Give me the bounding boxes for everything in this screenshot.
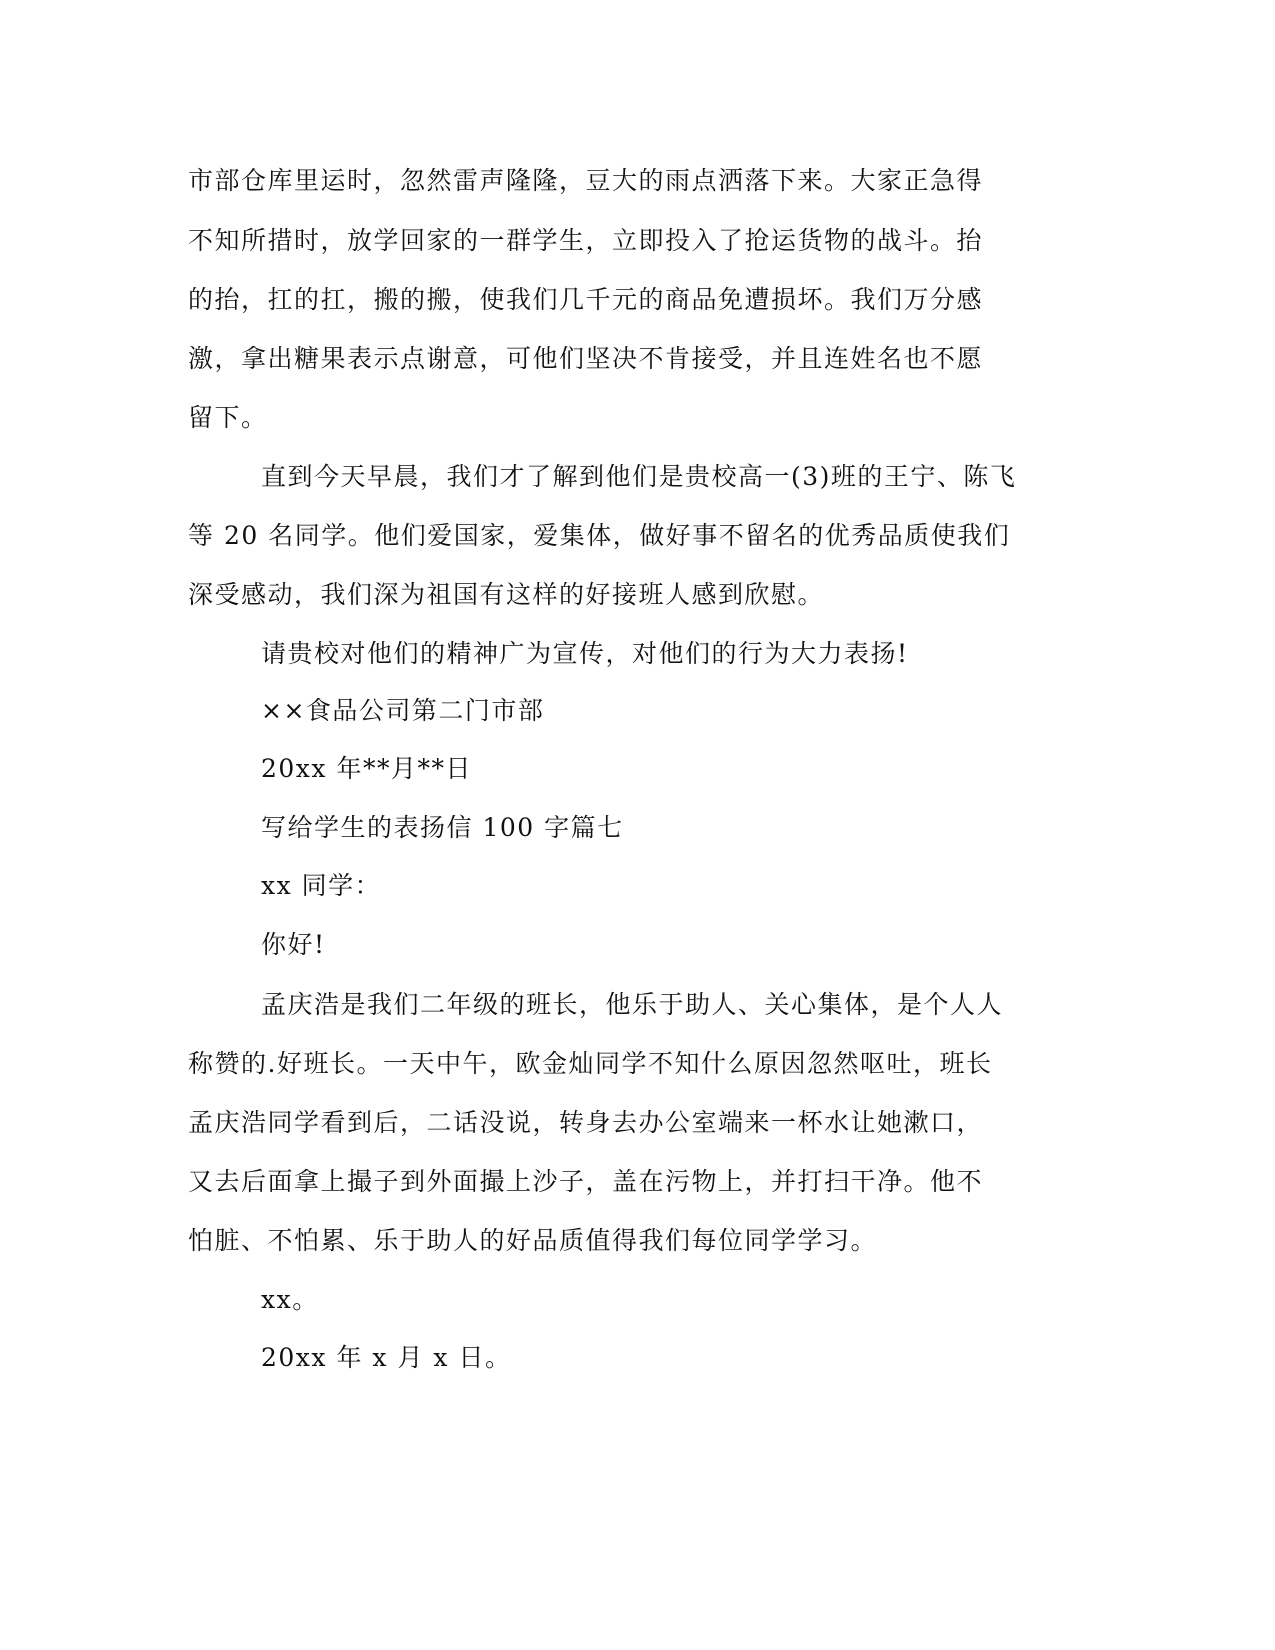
paragraph-line: 直到今天早晨，我们才了解到他们是贵校高一(3)班的王宁、陈飞 [261, 462, 1017, 491]
paragraph-line: 激，拿出糖果表示点谢意，可他们坚决不肯接受，并且连姓名也不愿 [188, 344, 984, 373]
paragraph-line: 市部仓库里运时，忽然雷声隆隆，豆大的雨点洒落下来。大家正急得 [188, 166, 984, 195]
paragraph-line: 怕脏、不怕累、乐于助人的好品质值得我们每位同学学习。 [188, 1226, 878, 1255]
signature-name: xx。 [261, 1285, 319, 1314]
paragraph-line: 称赞的.好班长。一天中午，欧金灿同学不知什么原因忽然呕吐，班长 [188, 1049, 993, 1078]
section-title: 写给学生的表扬信 100 字篇七 [261, 813, 624, 842]
signature-date: 20xx 年**月**日 [261, 754, 472, 783]
paragraph-line: 又去后面拿上撮子到外面撮上沙子，盖在污物上，并打扫干净。他不 [188, 1167, 984, 1196]
paragraph-line: 请贵校对他们的精神广为宣传，对他们的行为大力表扬! [261, 639, 909, 668]
paragraph-line: 深受感动，我们深为祖国有这样的好接班人感到欣慰。 [188, 580, 825, 609]
paragraph-line: 孟庆浩同学看到后，二话没说，转身去办公室端来一杯水让她漱口， [188, 1108, 984, 1137]
paragraph-line: 孟庆浩是我们二年级的班长，他乐于助人、关心集体，是个人人 [261, 990, 1004, 1019]
paragraph-line: 的抬，扛的扛，搬的搬，使我们几千元的商品免遭损坏。我们万分感 [188, 285, 984, 314]
signature-organization: ××食品公司第二门市部 [261, 696, 545, 725]
salutation: xx 同学： [261, 871, 382, 900]
greeting: 你好! [261, 930, 326, 959]
paragraph-line: 不知所措时，放学回家的一群学生，立即投入了抢运货物的战斗。抬 [188, 226, 984, 255]
paragraph-line: 留下。 [188, 403, 268, 432]
paragraph-line: 等 20 名同学。他们爱国家，爱集体，做好事不留名的优秀品质使我们 [188, 521, 1011, 550]
signature-date: 20xx 年 x 月 x 日。 [261, 1343, 512, 1372]
